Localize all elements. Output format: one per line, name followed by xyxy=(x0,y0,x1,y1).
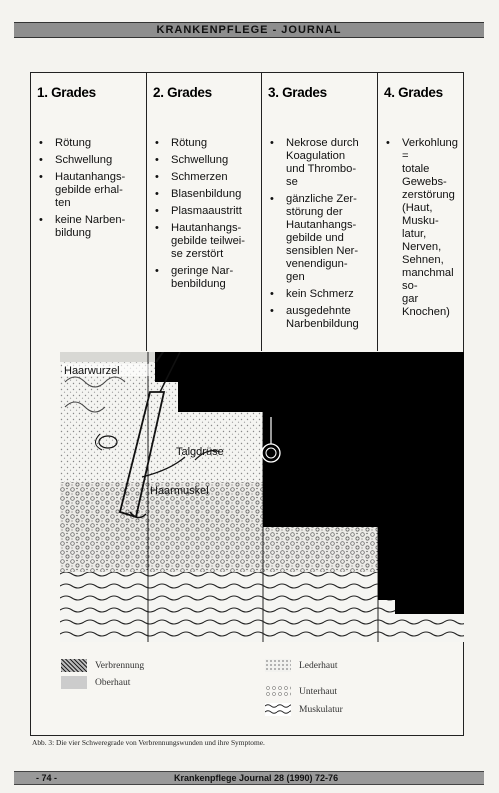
symptom-item: • Hautanhangs- gebilde teilwei- se zerstört xyxy=(155,222,246,260)
bullet-icon: • xyxy=(270,288,274,300)
grade-title: 3. Grades xyxy=(268,85,327,100)
symptom-item: • Schmerzen xyxy=(155,171,228,183)
symptom-list xyxy=(384,137,461,323)
grade-title: 4. Grades xyxy=(384,85,443,100)
symptom-item: • Blasenbildung xyxy=(155,188,242,200)
legend-label: Lederhaut xyxy=(299,660,338,671)
legend-unterhaut xyxy=(265,685,337,698)
skin-layer-diagram xyxy=(60,352,464,642)
bullet-icon: • xyxy=(270,137,274,149)
legend-oberhaut xyxy=(61,676,130,689)
label-haarmuskel: Haarmuskel xyxy=(150,485,209,497)
symptom-item: • Rötung xyxy=(39,137,92,149)
symptom-item: • ausgedehnte Narbenbildung xyxy=(270,305,359,330)
symptom-item: • gänzliche Zer- störung der Hautanhangs- gebilde und sensiblen Ner- venendigun- gen xyxy=(270,193,359,283)
symptom-item: • Verkohlung = totale Gewebs- zerstörung (Haut, Musku- latur, Nerven, Sehnen, manchmal so- gar Knochen) xyxy=(386,137,458,318)
bullet-icon: • xyxy=(39,137,43,149)
symptom-item: • Nekrose durch Koagulation und Thrombo- se xyxy=(270,137,359,188)
symptom-item: • Schwellung xyxy=(155,154,229,166)
pattern-swatch-icon xyxy=(61,676,87,689)
bullet-icon: • xyxy=(155,205,159,217)
bullet-icon: • xyxy=(39,171,43,183)
grade-column-1 xyxy=(31,73,147,351)
symptom-item: • geringe Nar- benbildung xyxy=(155,265,234,290)
grade-column-3 xyxy=(262,73,378,351)
symptom-list xyxy=(37,137,142,244)
journal-title: KRANKENPFLEGE - JOURNAL xyxy=(156,24,342,36)
legend-label: Oberhaut xyxy=(95,677,131,688)
bullet-icon: • xyxy=(386,137,390,149)
symptom-list xyxy=(268,137,373,335)
bullet-icon: • xyxy=(155,137,159,149)
label-haarwurzel: Haarwurzel xyxy=(64,365,120,377)
bullet-icon: • xyxy=(39,214,43,226)
pattern-swatch-icon xyxy=(61,659,87,672)
bullet-icon: • xyxy=(155,171,159,183)
legend-verbrennung xyxy=(61,659,144,672)
symptom-item: • Rötung xyxy=(155,137,208,149)
symptom-list xyxy=(153,137,257,295)
symptom-item: • kein Schmerz xyxy=(270,288,354,300)
symptom-item: • Plasmaaustritt xyxy=(155,205,242,217)
bullet-icon: • xyxy=(155,222,159,234)
diagram-legend xyxy=(31,659,465,719)
grade-title: 1. Grades xyxy=(37,85,96,100)
legend-muskulatur xyxy=(265,703,343,716)
figure-frame xyxy=(30,72,464,736)
journal-citation: Krankenpflege Journal 28 (1990) 72-76 xyxy=(174,773,339,783)
bullet-icon: • xyxy=(155,154,159,166)
symptom-item: • Hautanhangs- gebilde erhal- ten xyxy=(39,171,126,209)
bullet-icon: • xyxy=(39,154,43,166)
symptom-item: • Schwellung xyxy=(39,154,113,166)
page-number: - 74 - xyxy=(36,773,58,783)
label-talgdruese: Talgdrüse xyxy=(176,446,224,458)
journal-footer-bar xyxy=(14,771,484,785)
pattern-swatch-icon xyxy=(265,685,291,698)
bullet-icon: • xyxy=(270,305,274,317)
grade-title: 2. Grades xyxy=(153,85,212,100)
bullet-icon: • xyxy=(155,188,159,200)
bullet-icon: • xyxy=(155,265,159,277)
pattern-swatch-icon xyxy=(265,659,291,672)
symptom-item: • keine Narben- bildung xyxy=(39,214,126,239)
legend-lederhaut xyxy=(265,659,338,672)
journal-header-bar xyxy=(14,22,484,38)
legend-label: Muskulatur xyxy=(299,704,343,715)
pattern-swatch-icon xyxy=(265,703,291,716)
grade-column-2 xyxy=(147,73,262,351)
legend-label: Unterhaut xyxy=(299,686,337,697)
legend-label: Verbrennung xyxy=(95,660,145,671)
figure-caption: Abb. 3: Die vier Schweregrade von Verbrennungswunden und ihre Symptome. xyxy=(32,738,265,747)
grade-column-4 xyxy=(378,73,465,351)
bullet-icon: • xyxy=(270,193,274,205)
